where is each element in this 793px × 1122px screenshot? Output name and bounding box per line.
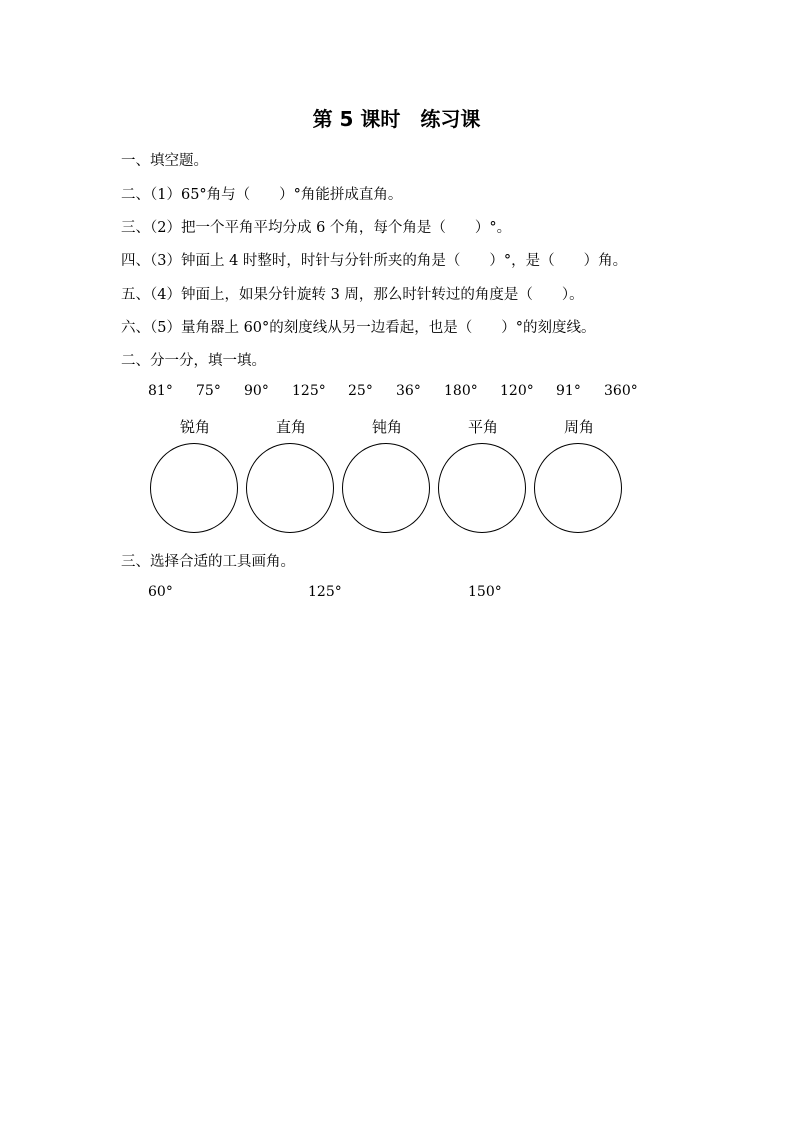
section1-heading: 一、填空题。 (121, 153, 208, 169)
answer-circle-obtuse (342, 443, 430, 533)
angle-value: 120° (500, 383, 534, 399)
category-label-obtuse: 钝角 (371, 418, 402, 436)
draw-angle-value: 60° (148, 584, 173, 600)
question-2: 三、（2）把一个平角平均分成 6 个角，每个角是（ ）°。 (121, 220, 512, 236)
angle-value: 81° (148, 383, 173, 399)
section3-heading: 三、选择合适的工具画角。 (121, 554, 295, 570)
answer-circle-straight (438, 443, 526, 533)
angle-value: 360° (604, 383, 638, 399)
answer-circle-acute (150, 443, 238, 533)
angle-value: 75° (196, 383, 221, 399)
angle-value: 36° (396, 383, 421, 399)
page-title: 第 5 课时 练习课 (312, 107, 481, 131)
angle-value: 125° (292, 383, 326, 399)
category-label-acute: 锐角 (179, 418, 210, 436)
answer-circle-full (534, 443, 622, 533)
category-label-straight: 平角 (467, 418, 498, 436)
category-label-full: 周角 (563, 418, 594, 436)
question-4: 五、（4）钟面上，如果分针旋转 3 周，那么时针转过的角度是（ ）。 (121, 287, 584, 303)
draw-angle-value: 150° (468, 584, 502, 600)
angle-value: 25° (348, 383, 373, 399)
angle-value: 180° (444, 383, 478, 399)
draw-angle-value: 125° (308, 584, 342, 600)
answer-circle-right (246, 443, 334, 533)
question-1: 二、（1）65°角与（ ）°角能拼成直角。 (121, 187, 403, 203)
angle-value: 90° (244, 383, 269, 399)
category-label-right: 直角 (275, 418, 306, 436)
angle-value: 91° (556, 383, 581, 399)
question-3: 四、（3）钟面上 4 时整时，时针与分针所夹的角是（ ）°，是（ ）角。 (121, 253, 628, 269)
section2-heading: 二、分一分，填一填。 (121, 353, 266, 369)
question-5: 六、（5）量角器上 60°的刻度线从另一边看起，也是（ ）°的刻度线。 (121, 320, 596, 336)
